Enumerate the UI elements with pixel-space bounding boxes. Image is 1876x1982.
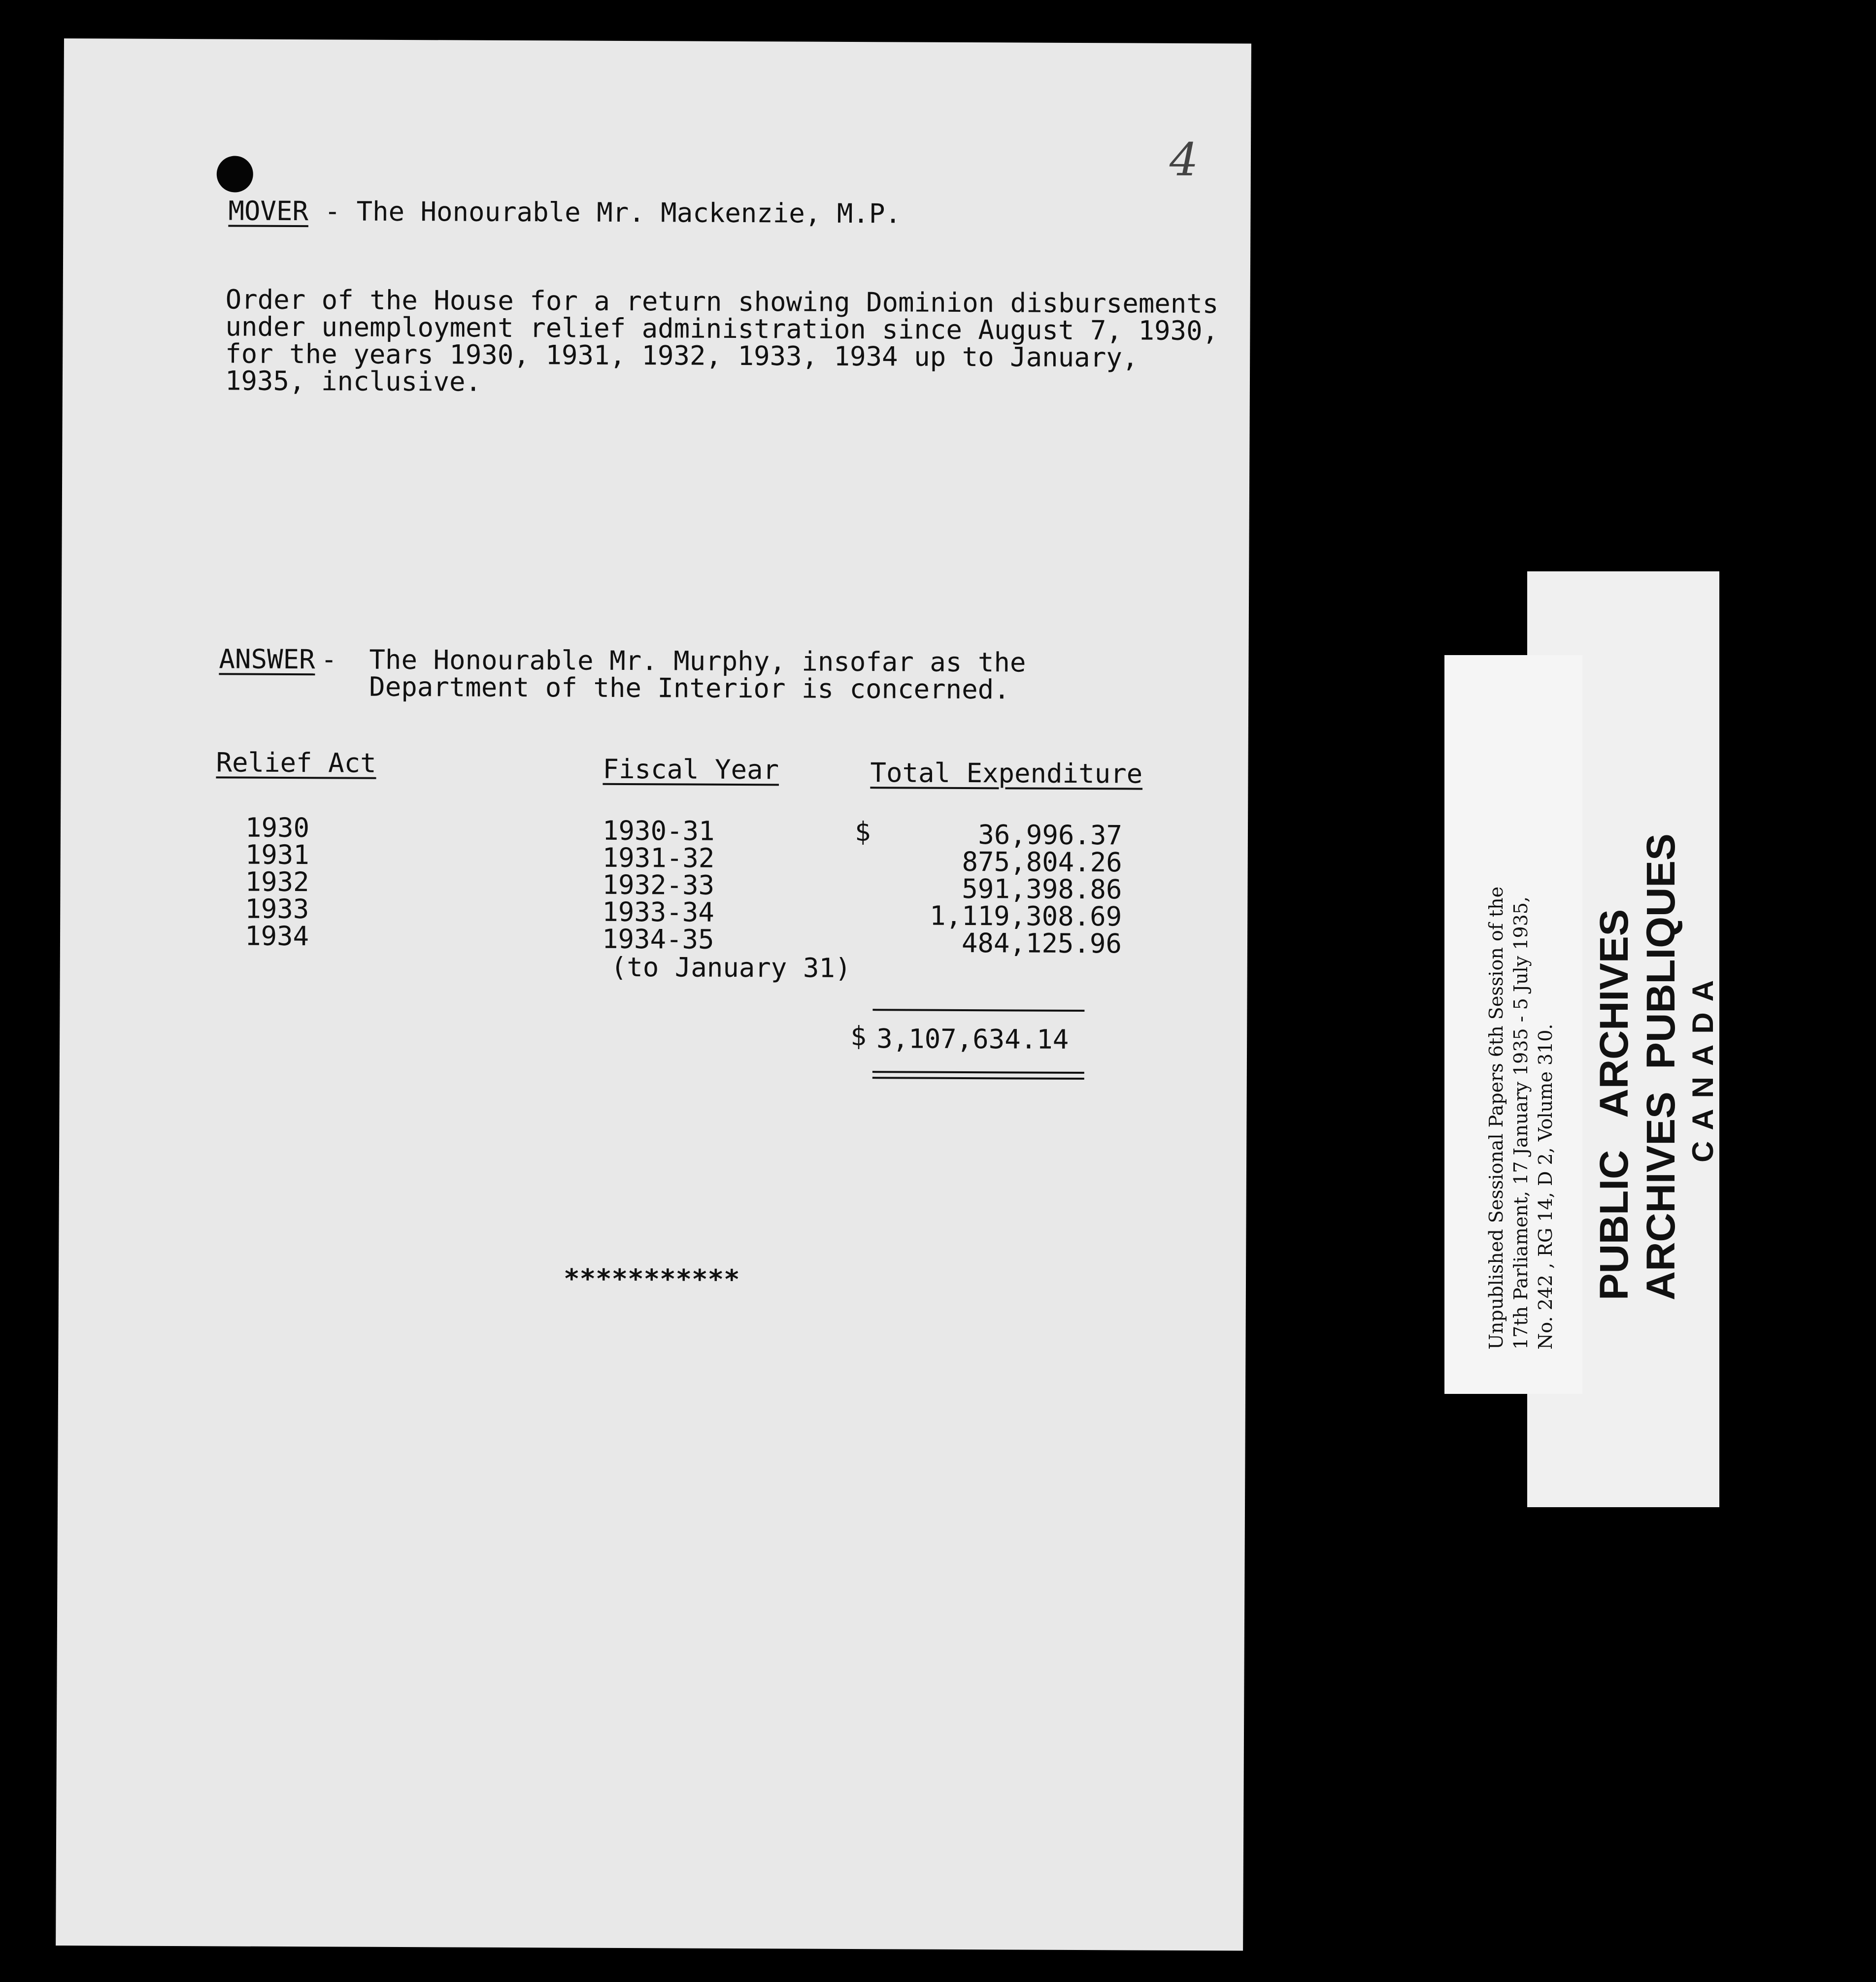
header-fiscal-year: Fiscal Year [603,753,779,786]
row-5-act: 1934 [244,920,309,952]
document-page [56,38,1251,1950]
stamp-line-2: ARCHIVES PUBLIQUES [1639,833,1683,1300]
row-5-year: 1934-35 [602,923,714,955]
mover-line [228,197,901,228]
row-1-amount: 36,996.37 [978,819,1123,851]
stamp-line-1: PUBLIC ARCHIVES [1592,909,1637,1300]
total-rule-top [872,1009,1084,1012]
page-number: 4 [1169,133,1199,187]
row-4-act: 1933 [245,893,309,925]
row-3-act: 1932 [245,866,309,898]
total-currency: $ [850,1020,867,1052]
row-3-year: 1932-33 [602,869,715,901]
mover-text: - The Honourable Mr. Mackenzie, M.P. [308,196,902,230]
row-5-amount: 484,125.96 [961,927,1122,959]
fiscal-note: (to January 31) [610,951,851,984]
row-1-act: 1930 [245,812,310,844]
archive-label-line-1: Unpublished Sessional Papers 6th Session of the [1485,886,1507,1350]
answer-line-2: Department of the Interior is concerned. [369,671,1010,705]
row-4-amount: 1,119,308.69 [929,900,1122,932]
row-3-amount: 591,398.86 [962,873,1122,905]
order-line-3: for the years 1930, 1931, 1932, 1933, 1934 up to January, [225,338,1139,373]
stamp-line-3: CANADA [1686,969,1719,1162]
order-line-2: under unemployment relief administration since August 7, 1930, [225,311,1219,347]
order-line-4: 1935, inclusive. [225,365,482,397]
row-4-year: 1933-34 [602,896,714,928]
answer-line-1: The Honourable Mr. Murphy, insofar as the [369,644,1026,678]
mover-label: MOVER [228,195,309,227]
total-rule-double-1 [872,1071,1084,1074]
row-2-year: 1931-32 [602,842,715,874]
total-amount: 3,107,634.14 [876,1023,1069,1055]
end-mark: *********** [563,1263,740,1295]
order-line-1: Order of the House for a return showing Dominion disbursements [225,284,1219,320]
total-rule-double-2 [872,1077,1084,1080]
header-relief-act: Relief Act [216,747,376,779]
header-total-expenditure: Total Expenditure [870,757,1143,790]
answer-label: ANSWER [219,643,315,675]
archive-label-line-2: 17th Parliament, 17 January 1935 - 5 July 1935, [1510,896,1532,1350]
archive-label-line-3: No. 242 , RG 14, D 2, Volume 310. [1535,1024,1556,1350]
archive-label [1444,655,1582,1394]
punch-hole [217,156,253,192]
answer-dash: - [321,644,337,675]
row-1-currency: $ [854,816,871,848]
row-2-act: 1931 [245,839,309,871]
row-1-year: 1930-31 [602,815,715,847]
row-2-amount: 875,804.26 [962,846,1122,878]
